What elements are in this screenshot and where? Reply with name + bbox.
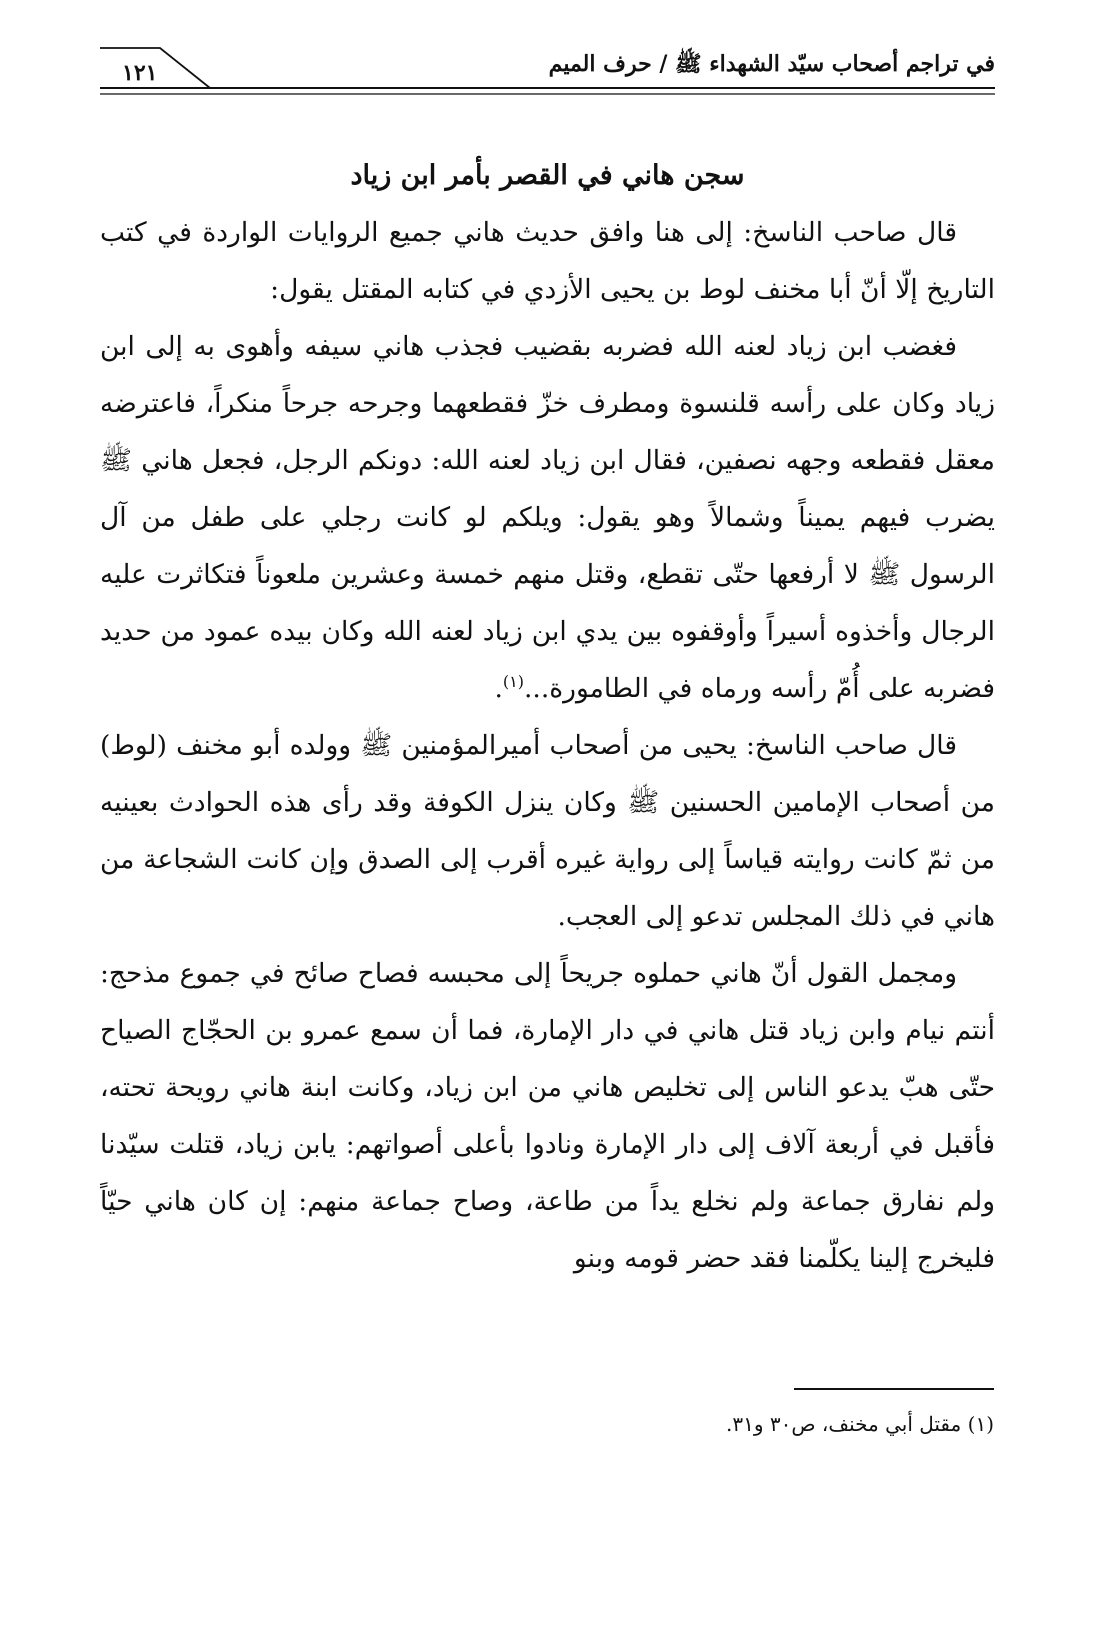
page-number: ١٢١ (122, 60, 158, 86)
paragraph-2-end: . (494, 673, 503, 704)
footnote-reference[interactable]: (١) (502, 672, 524, 692)
paragraph-2-text: فغضب ابن زياد لعنه الله فضربه بقضيب فجذب هاني سيفه وأهوى به إلى ابن زياد وكان على رأسه قلنسوة ومطرف خزّ فقطعهما وجرحه جرحاً منكراً، فاعترضه معقل فقطعه وجهه نصفين، فقال ابن زياد لعنه الله: دونكم الرجل، فجعل هاني ﷺ يضرب فيهم يميناً وشمالاً وهو يقول: ويلكم لو كانت رجلي على طفل من آل الرسول ﷺ لا أرفعها حتّى تقطع، وقتل منهم خمسة وعشرين ملعوناً فتكاثرت عليه الرجال وأخذوه أسيراً وأوقفوه بين يدي ابن زياد لعنه الله وكان بيده عمود من حديد فضربه على أُمّ رأسه ورماه في الطامورة... (100, 331, 995, 704)
paragraph-3: قال صاحب الناسخ: يحيى من أصحاب أميرالمؤمنين ﷺ وولده أبو مخنف (لوط) من أصحاب الإمامين الحسنين ﷺ وكان ينزل الكوفة وقد رأى هذه الحوادث بعينيه من ثمّ كانت روايته قياساً إلى رواية غيره أقرب إلى الصدق وإن كانت الشجاعة من هاني في ذلك المجلس تدعو إلى العجب. (100, 730, 995, 932)
paragraph-2 (100, 318, 995, 717)
running-header-title: في تراجم أصحاب سيّد الشهداء ﷺ / حرف الميم (548, 51, 995, 77)
page-body (100, 148, 995, 1287)
running-header (100, 40, 995, 100)
footnote-separator (794, 1388, 994, 1390)
footnote-1: (١) مقتل أبي مخنف، ص٣٠ و٣١. (726, 1412, 994, 1436)
section-title: سجن هاني في القصر بأمر ابن زياد (350, 160, 745, 191)
paragraph-1: قال صاحب الناسخ: إلى هنا وافق حديث هاني جميع الروايات الواردة في كتب التاريخ إلّا أنّ أبا مخنف لوط بن يحيى الأزدي في كتابه المقتل يقول: (100, 217, 995, 305)
paragraph-4: ومجمل القول أنّ هاني حملوه جريحاً إلى محبسه فصاح صائح في جموع مذحج: أنتم نيام وابن زياد قتل هاني في دار الإمارة، فما أن سمع عمرو بن الحجّاج الصياح حتّى هبّ يدعو الناس إلى تخليص هاني من ابن زياد، وكانت ابنة هاني رويحة تحته، فأقبل في أربعة آلاف إلى دار الإمارة ونادوا بأعلى أصواتهم: يابن زياد، قتلت سيّدنا ولم نفارق جماعة ولم نخلع يداً من طاعة، وصاح جماعة منهم: إن كان هاني حيّاً فليخرج إلينا يكلّمنا فقد حضر قومه وبنو (100, 958, 995, 1274)
